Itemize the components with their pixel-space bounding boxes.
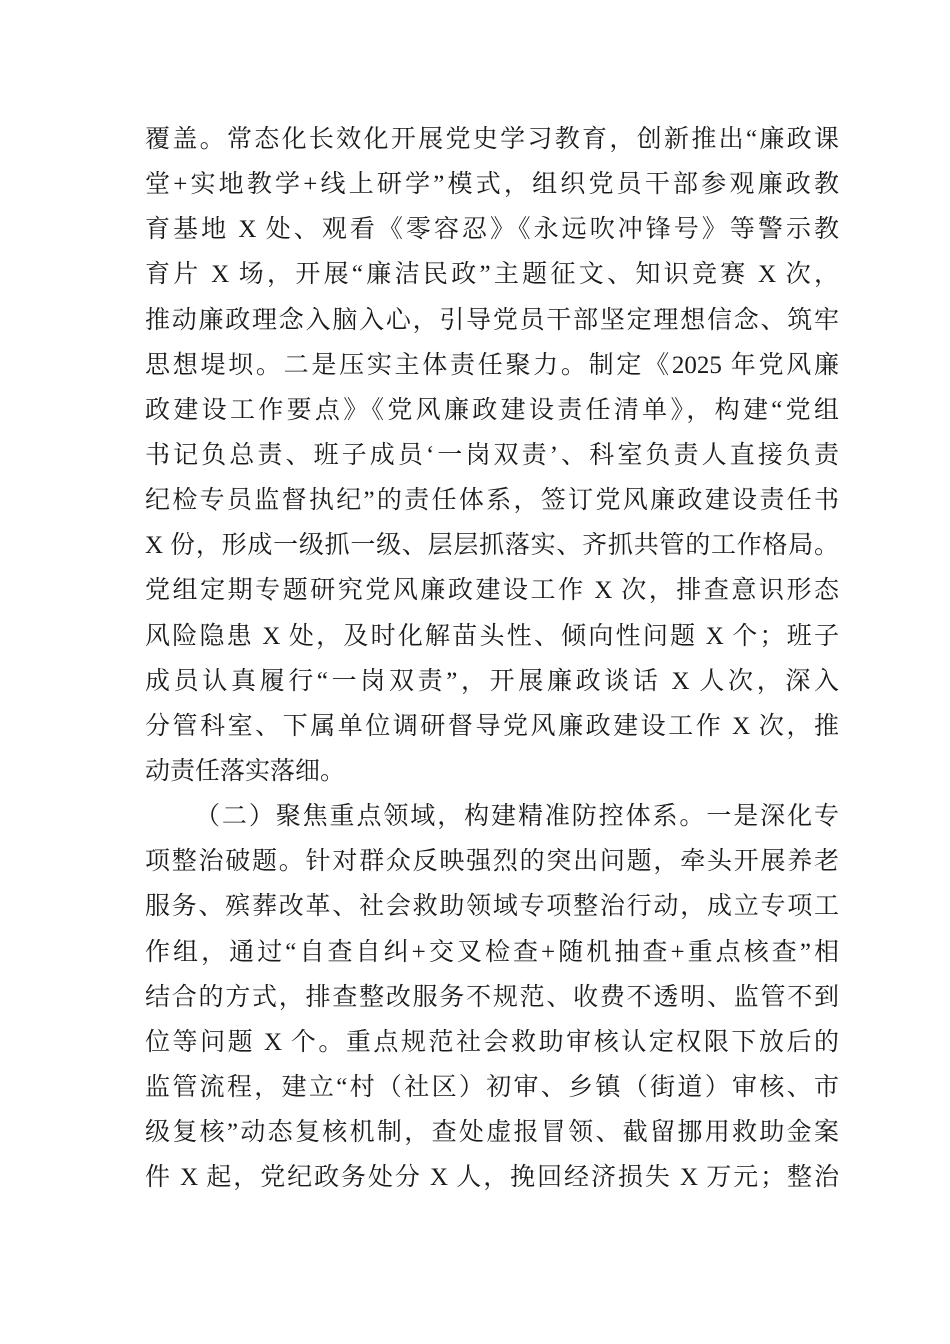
text-line: 成员认真履行“一岗双责”，开展廉政谈话 X 人次，深入 [145,667,839,695]
text-line: 纪检专员监督执纪”的责任体系，签订党风廉政建设责任书 [145,487,839,515]
text-line: 动责任落实落细。 [145,757,346,785]
text-line: 结合的方式，排查整改服务不规范、收费不透明、监管不到 [145,983,839,1011]
text-line: 党组定期专题研究党风廉政建设工作 X 次，排查意识形态 [145,577,839,605]
paragraph [145,117,839,794]
text-line: 监管流程，建立“村（社区）初审、乡镇（街道）审核、市 [145,1073,839,1101]
text-line: X 份，形成一级抓一级、层层抓落实、齐抓共管的工作格局。 [145,532,839,560]
text-line: 书记负总责、班子成员‘一岗双责’、科室负责人直接负责 [145,441,839,469]
text-line: 育片 X 场，开展“廉洁民政”主题征文、知识竞赛 X 次， [145,261,839,289]
text-line: （二）聚焦重点领域，构建精准防控体系。一是深化专 [195,803,839,831]
paragraph [145,794,839,1200]
text-line: 堂+实地教学+线上研学”模式，组织党员干部参观廉政教 [145,171,839,199]
document-body [145,117,839,1200]
text-line: 推动廉政理念入脑入心，引导党员干部坚定理想信念、筑牢 [145,306,839,334]
text-line: 政建设工作要点》《党风廉政建设责任清单》，构建“党组 [145,396,839,424]
text-line: 项整治破题。针对群众反映强烈的突出问题，牵头开展养老 [145,848,839,876]
text-line: 级复核”动态复核机制，查处虚报冒领、截留挪用救助金案 [145,1119,839,1147]
text-line: 作组，通过“自查自纠+交叉检查+随机抽查+重点核查”相 [145,938,839,966]
text-line: 育基地 X 处、观看《零容忍》《永远吹冲锋号》等警示教 [145,216,839,244]
text-line: 位等问题 X 个。重点规范社会救助审核认定权限下放后的 [145,1028,839,1056]
text-line: 风险隐患 X 处，及时化解苗头性、倾向性问题 X 个；班子 [145,622,839,650]
text-line: 分管科室、下属单位调研督导党风廉政建设工作 X 次，推 [145,712,839,740]
text-line: 思想堤坝。二是压实主体责任聚力。制定《2025 年党风廉 [145,351,839,379]
text-line: 服务、殡葬改革、社会救助领域专项整治行动，成立专项工 [145,893,839,921]
text-line: 覆盖。常态化长效化开展党史学习教育，创新推出“廉政课 [145,126,839,153]
text-line: 件 X 起，党纪政务处分 X 人，挽回经济损失 X 万元；整治 [145,1164,839,1192]
